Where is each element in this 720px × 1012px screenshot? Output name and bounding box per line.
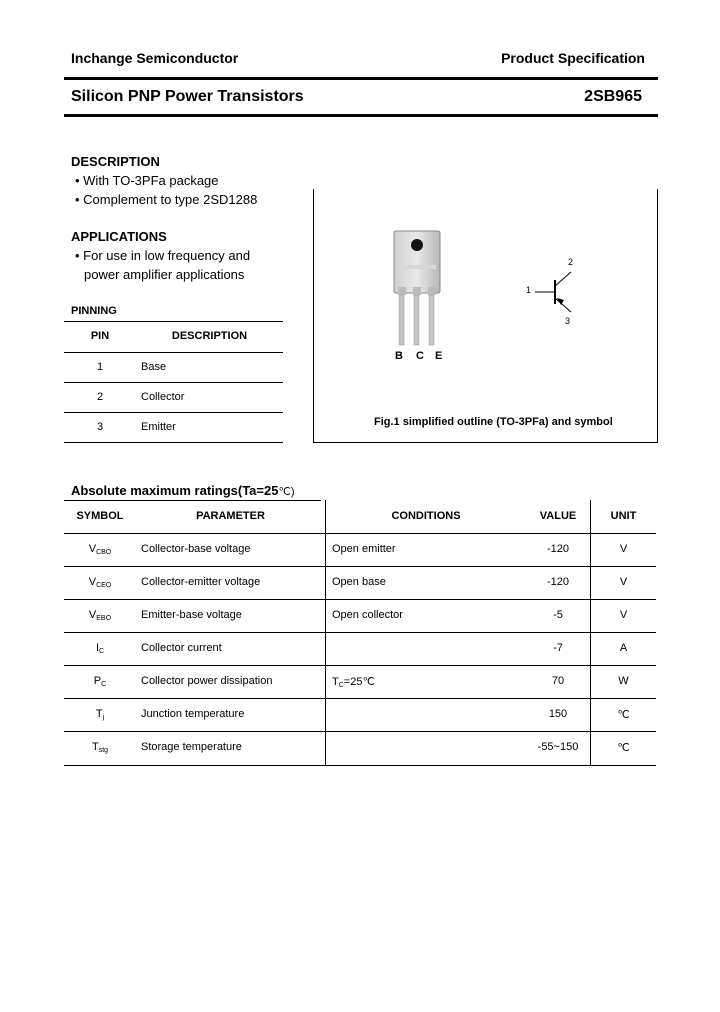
rating-unit: V: [619, 576, 628, 588]
applications-line: power amplifier applications: [84, 267, 245, 282]
col-symbol: SYMBOL: [76, 510, 124, 522]
rating-unit: ℃: [617, 742, 630, 754]
pin-number: 1: [96, 361, 104, 373]
rating-unit: ℃: [617, 709, 630, 721]
pin-description: Base: [141, 361, 167, 373]
rating-parameter: Collector-emitter voltage: [141, 576, 261, 588]
pinning-rule: [64, 442, 283, 443]
to3pfa-package-outline: [380, 225, 460, 350]
ratings-rule: [64, 632, 656, 633]
rating-symbol: $T_{stg}$: [91, 741, 109, 754]
ratings-rule: [64, 698, 656, 699]
header-rule-top: [64, 77, 658, 80]
document-type: Product Specification: [501, 50, 645, 66]
header-rule-bottom: [64, 114, 658, 117]
rating-condition: Open collector: [332, 609, 403, 621]
rating-condition: Open emitter: [332, 543, 396, 555]
pinning-heading: PINNING: [71, 305, 117, 317]
rating-value: -7: [553, 642, 563, 654]
pin-label-collector: C: [416, 350, 424, 362]
pin-description: Emitter: [141, 421, 176, 433]
rating-symbol: $V_{CBO}$: [88, 543, 112, 556]
product-line: Silicon PNP Power Transistors: [71, 88, 304, 105]
rating-symbol: $I_C$: [95, 642, 105, 655]
symbol-pin-3: 3: [565, 316, 571, 326]
symbol-pin-1: 1: [526, 285, 532, 295]
pinning-rule: [64, 412, 283, 413]
figure-frame: [313, 189, 658, 443]
pinning-col-pin: PIN: [90, 330, 110, 342]
ratings-rule-top-left: [64, 500, 321, 501]
rating-value: -5: [553, 609, 563, 621]
col-conditions: CONDITIONS: [391, 510, 461, 522]
rating-unit: W: [618, 675, 629, 687]
description-item: • Complement to type 2SD1288: [75, 192, 258, 207]
figure-caption: Fig.1 simplified outline (TO-3PFa) and symbol: [374, 416, 613, 428]
pin-description: Collector: [141, 391, 185, 403]
ratings-rule: [64, 599, 656, 600]
pinning-rule: [64, 352, 283, 353]
col-value: VALUE: [539, 510, 577, 522]
rating-value: 150: [548, 708, 568, 720]
rating-condition: $T_C=25℃$: [332, 676, 375, 689]
rating-parameter: Junction temperature: [141, 708, 245, 720]
rating-parameter: Emitter-base voltage: [141, 609, 242, 621]
pnp-transistor-symbol-icon: [535, 270, 585, 314]
applications-heading: APPLICATIONS: [71, 229, 167, 244]
col-unit: UNIT: [610, 510, 637, 522]
applications-line: • For use in low frequency and: [75, 248, 251, 263]
ratings-rule: [64, 566, 656, 567]
ratings-divider: [590, 500, 591, 766]
rating-symbol: $V_{EBO}$: [88, 609, 112, 622]
symbol-pin-2: 2: [568, 257, 574, 267]
rating-parameter: Collector power dissipation: [141, 675, 273, 687]
pin-number: 2: [96, 391, 104, 403]
description-item: • With TO-3PFa package: [75, 173, 219, 188]
col-parameter: PARAMETER: [196, 510, 265, 522]
pin-label-base: B: [395, 350, 403, 362]
pinning-rule: [64, 382, 283, 383]
pin-label-emitter: E: [435, 350, 443, 362]
rating-symbol: $T_j$: [95, 708, 105, 721]
rating-parameter: Collector-base voltage: [141, 543, 251, 555]
pinning-rule: [64, 321, 283, 322]
rating-unit: V: [619, 543, 628, 555]
rating-parameter: Storage temperature: [141, 741, 242, 753]
ratings-rule: [64, 665, 656, 666]
ratings-rule-bottom: [64, 765, 656, 766]
rating-value: -120: [546, 576, 570, 588]
ratings-rule: [64, 731, 656, 732]
rating-unit: V: [619, 609, 628, 621]
description-heading: DESCRIPTION: [71, 154, 160, 169]
company-name: Inchange Semiconductor: [71, 50, 239, 66]
part-number: 2SB965: [584, 88, 642, 105]
rating-unit: A: [619, 642, 628, 654]
rating-value: -120: [546, 543, 570, 555]
ratings-rule: [64, 533, 656, 534]
pin-number: 3: [96, 421, 104, 433]
rating-value: 70: [551, 675, 565, 687]
rating-symbol: $V_{CEO}$: [88, 576, 112, 589]
rating-condition: Open base: [332, 576, 386, 588]
ratings-divider: [325, 500, 326, 766]
ratings-heading: Absolute maximum ratings(Ta=25℃): [71, 483, 295, 498]
rating-value: -55~150: [537, 741, 579, 753]
rating-symbol: $P_C$: [93, 675, 107, 688]
pinning-col-description: DESCRIPTION: [171, 330, 248, 342]
rating-parameter: Collector current: [141, 642, 222, 654]
